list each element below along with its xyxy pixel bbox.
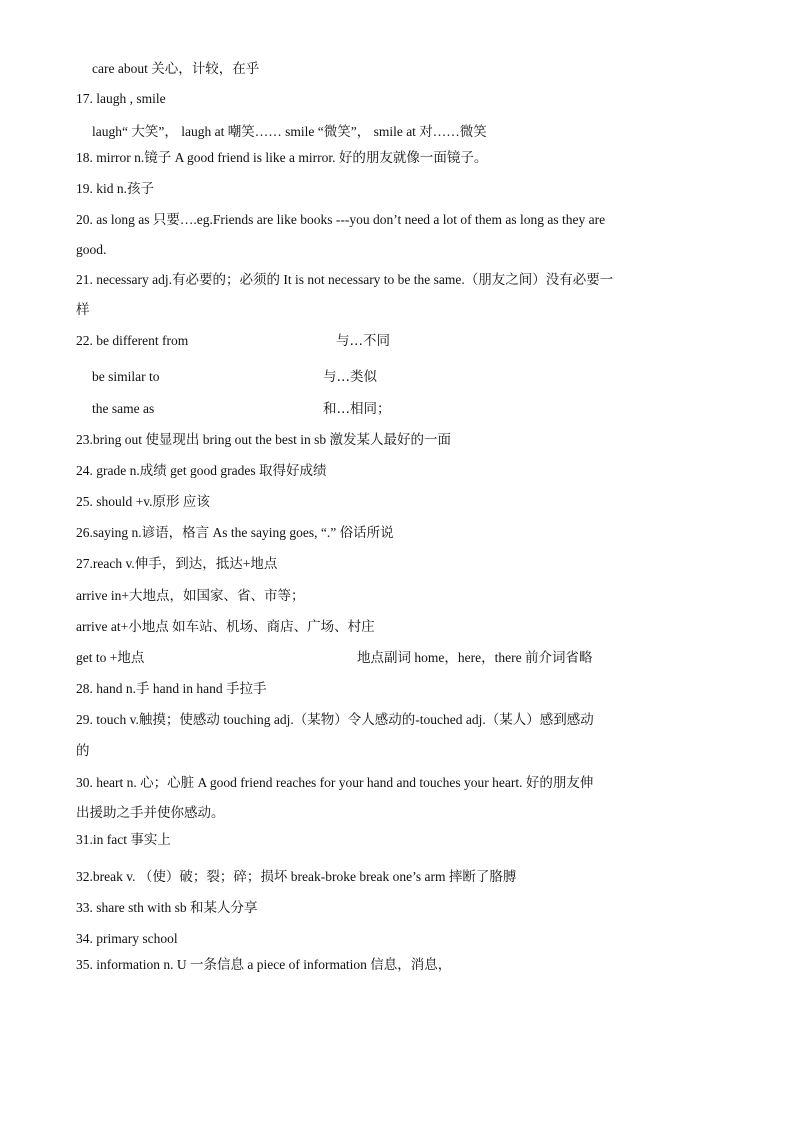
entry-line-20-meaning: 地点副词 home，here，there 前介词省略 (357, 650, 593, 665)
entry-line-24: 30. heart n. 心；心脏 A good friend reaches for your hand and touches your heart. 好的朋友伸 (76, 775, 594, 790)
entry-line-20: get to +地点 (76, 650, 145, 665)
entry-line-26: 31.in fact 事实上 (76, 832, 171, 847)
entry-line-29: 34. primary school (76, 931, 178, 946)
entry-line-17: 27.reach v.伸手，到达，抵达+地点 (76, 556, 278, 571)
entry-line-22: 29. touch v.触摸；使感动 touching adj.（某物）令人感动的-touched adj.（某人）感到感动 (76, 712, 594, 727)
entry-line-12: the same as (92, 401, 155, 416)
entry-line-16: 26.saying n.谚语，格言 As the saying goes, “.” 俗话所说 (76, 525, 394, 540)
entry-line-9: 样 (76, 302, 90, 317)
entry-line-27: 32.break v. （使）破；裂；碎；损坏 break-broke break one’s arm 摔断了胳膊 (76, 869, 517, 884)
entry-line-15: 25. should +v.原形 应该 (76, 494, 210, 509)
entry-line-3: laugh“ 大笑”， laugh at 嘲笑…… smile “微笑”， smile at 对……微笑 (92, 124, 487, 139)
entry-line-7: good. (76, 242, 107, 257)
entry-line-30: 35. information n. U 一条信息 a piece of information 信息，消息， (76, 957, 452, 972)
entry-line-11-meaning: 与…类似 (323, 369, 377, 385)
entry-line-19: arrive at+小地点 如车站、机场、商店、广场、村庄 (76, 619, 375, 634)
entry-line-6: 20. as long as 只要….eg.Friends are like books ---you don’t need a lot of them as long as they are (76, 212, 606, 227)
entry-line-2: 17. laugh , smile (76, 91, 166, 106)
entry-line-8: 21. necessary adj.有必要的；必须的 It is not necessary to be the same.（朋友之间）没有必要一 (76, 272, 614, 287)
entry-line-28: 33. share sth with sb 和某人分享 (76, 900, 258, 915)
entry-line-23: 的 (76, 743, 90, 758)
entry-line-25: 出援助之手并使你感动。 (76, 805, 225, 820)
entry-line-10: 22. be different from (76, 333, 189, 348)
entry-line-13: 23.bring out 使显现出 bring out the best in sb 激发某人最好的一面 (76, 432, 451, 447)
entry-line-5: 19. kid n.孩子 (76, 181, 155, 196)
entry-line-14: 24. grade n.成绩 get good grades 取得好成绩 (76, 463, 327, 478)
entry-line-1: care about 关心，计较，在乎 (92, 61, 260, 76)
entry-line-10-meaning: 与…不同 (336, 333, 390, 349)
entry-line-12-meaning: 和…相同； (323, 401, 391, 417)
entry-line-11: be similar to (92, 369, 160, 384)
entry-line-18: arrive in+大地点，如国家、省、市等； (76, 588, 305, 603)
entry-line-21: 28. hand n.手 hand in hand 手拉手 (76, 681, 267, 696)
entry-line-4: 18. mirror n.镜子 A good friend is like a mirror. 好的朋友就像一面镜子。 (76, 150, 488, 165)
